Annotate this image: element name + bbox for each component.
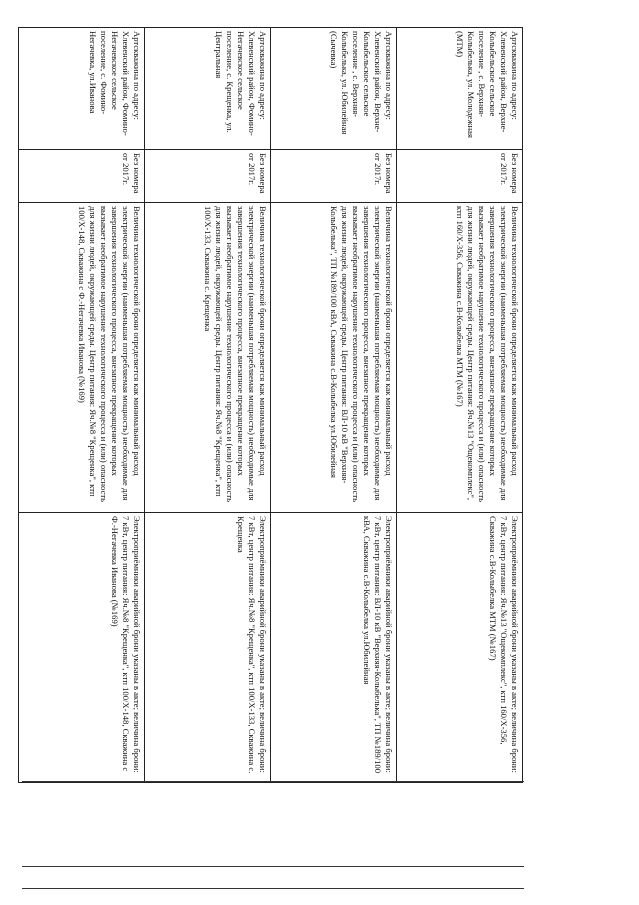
signature-line: [22, 888, 524, 889]
technological-cell: Величина технологической брони определяется как минимальный расход электрической энергии (наименьшая потребляемая мощность) необходимые для завершения технологического процесса, внезапное прекращение которых вызывает необратимое нарушение технологического процесса и (или) опасность для жизни людей, окружающей среды. Центр питания: Яч.№8 "Крещенка", ктп 100/Х-148, Скважина с Ф.-Негачевка Иванова (№169): [19, 203, 145, 513]
number-cell: Без номера от 2017г.: [19, 150, 145, 203]
number-cell: Без номера от 2017г.: [145, 150, 271, 203]
address-cell: Артскважина по адресу: Хлевенский район, Верхне-Колыбельское сельское поселение , с. Верхняя-Колыбелька, ул. Юбилейная (Сычевка): [271, 28, 397, 150]
emergency-cell: Электроприёмники аварийной брони указаны в акте; величина брони: 7 кВт, центр питания: Яч.№8 "Крещенка", ктп 100/Х-133, Скважина с. Крещенка: [145, 513, 271, 783]
emergency-cell: Электроприёмники аварийной брони указаны в акте; величина брони: 7 кВт, центр питания: ВЛ-10 кВ "Верхняя-Колыбелька", ТП №189/100 кВА, Скважина с.В-Колыбелка ул.Юбилейная: [271, 513, 397, 783]
emergency-cell: Электроприёмники аварийной брони указаны в акте; величина брони: 7 кВт, центр питания: Яч.№13 "Ощекомплекс", ктп 160/Х-356, Скважина с.В-Колыбелка МТМ (№167): [397, 513, 523, 783]
address-cell: Артскважина по адресу: Хлевенский район, Фомино-Негачевское сельское поселение, с. Крещенка, ул. Центральная: [145, 28, 271, 150]
armor-table: [18, 27, 523, 783]
table-row: [19, 28, 145, 783]
address-cell: Артскважина по адресу: Хлевенский район, Фомино-Негачевское сельское поселение, с. Фомино-Негачевка, ул.Иванова: [19, 28, 145, 150]
technological-cell: Величина технологической брони определяется как минимальный расход электрической энергии (наименьшая потребляемая мощность) необходимые для завершения технологического процесса, внезапное прекращение которых вызывает необратимое нарушение технологического процесса и (или) опасность для жизни людей, окружающей среды. Центр питания: Яч.№13 "Ощекомплекс", ктп 160/Х-356, Скважина с.В-Колыбелка МТМ (№167): [397, 203, 523, 513]
address-cell: Артскважина по адресу: Хлевенский район, Верхне-Колыбельское сельское поселение , с. Верхняя-Колыбелька, ул. Молодежная (МТМ): [397, 28, 523, 150]
signature-line: [22, 781, 524, 782]
table-row: [397, 28, 523, 783]
technological-cell: Величина технологической брони определяется как минимальный расход электрической энергии (наименьшая потребляемая мощность) необходимые для завершения технологического процесса, внезапное прекращение которых вызывает необратимое нарушение технологического процесса и (или) опасность для жизни людей, окружающей среды. Центр питания: ВЛ-10 кВ "Верхняя-Колыбелька", ТП №189/100 кВА, Скважина с.В-Колыбелка ул.Юбилейная: [271, 203, 397, 513]
technological-cell: Величина технологической брони определяется как минимальный расход электрической энергии (наименьшая потребляемая мощность) необходимые для завершения технологического процесса, внезапное прекращение которых вызывает необратимое нарушение технологического процесса и (или) опасность для жизни людей, окружающей среды. Центр питания: Яч.№8 "Крещенка", ктп 100/Х-133, Скважина с. Крещенка: [145, 203, 271, 513]
rotated-table-wrapper: [18, 27, 523, 782]
table-row: [145, 28, 271, 783]
number-cell: Без номера от 2017г.: [271, 150, 397, 203]
emergency-cell: Электроприёмники аварийной брони указаны в акте; величина брони: 7 кВт, центр питания: Яч.№8 "Крещенка", ктп 100/Х-148, Скважина с Ф.-Негачевка Иванова (№169): [19, 513, 145, 783]
number-cell: Без номера от 2017г.: [397, 150, 523, 203]
table-row: [271, 28, 397, 783]
signature-line: [22, 866, 524, 867]
